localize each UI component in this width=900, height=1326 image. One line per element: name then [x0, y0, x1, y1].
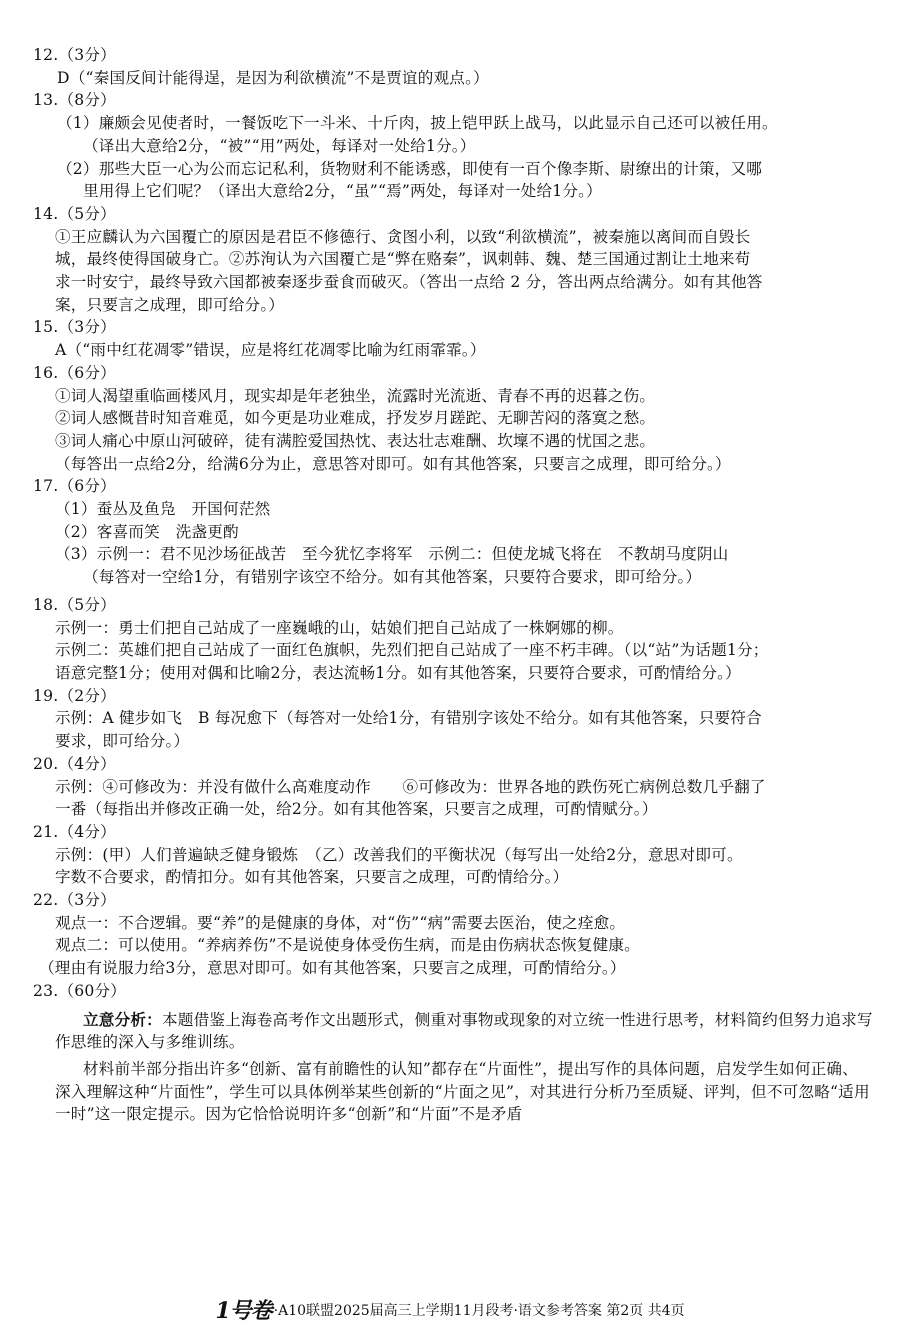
answer-line: （2）那些大臣一心为公而忘记私利，货物财利不能诱惑，即使有一百个像李斯、尉缭出的计策，又哪 [57, 159, 763, 178]
scoring-note: （理由有说服力给3分，意思对即可。如有其他答案，只要言之成理，可酌情给分。） [39, 959, 626, 978]
page-footer [0, 1294, 900, 1325]
question-heading: 19.（2分） [33, 686, 116, 705]
answer-line: （1）蚕丛及鱼凫 开国何茫然 [55, 500, 271, 519]
scoring-note: （每答对一空给1分，有错别字该空不给分。如有其他答案，只要符合要求，即可给分。） [83, 568, 702, 587]
question-heading: 20.（4分） [33, 754, 116, 773]
analysis-paragraph [33, 1009, 873, 1054]
question-heading: 12.（3分） [33, 46, 116, 64]
question-15 [33, 316, 873, 361]
analysis-text: 本题借鉴上海卷高考作文出题形式，侧重对事物或现象的对立统一性进行思考，材料简约但努力追求写作思维的深入与多维训练。 [55, 1010, 873, 1052]
answer-line: 观点二：可以使用。“养病养伤”不是说使身体受伤生病，而是由伤病状态恢复健康。 [55, 936, 640, 955]
question-13 [33, 89, 873, 203]
analysis-paragraph: 材料前半部分指出许多“创新、富有前瞻性的认知”都存在“片面性”，提出写作的具体问题，启发学生如何正确、深入理解这种“片面性”，学生可以具体例举某些创新的“片面之见”，对其进行分析乃至质疑、评判，但不可忽略“适用一时”这一限定提示。因为它恰恰说明许多“创新”和“片面”不是矛盾 [55, 1059, 870, 1124]
answer-line: ①词人渴望重临画楼风月，现实却是年老独坐，流露时光流逝、青春不再的迟暮之伤。 [55, 386, 656, 405]
answer-line: 观点一：不合逻辑。要“养”的是健康的身体，对“伤”“病”需要去医治，使之痊愈。 [55, 913, 626, 932]
question-heading: 23.（60分） [33, 981, 127, 1000]
scoring-note: （译出大意给2分，“被”“用”两处，每译对一处给1分。） [83, 136, 476, 155]
answer-line: 求一时安宁，最终导致六国都被秦逐步蚕食而破灭。（答出一点给 2 分，答出两点给满分。如有其他答 [55, 273, 763, 292]
brand-logo: 1号卷 [215, 1298, 272, 1324]
answer-line: 字数不合要求，酌情扣分。如有其他答案，只要言之成理，可酌情给分。） [55, 868, 569, 887]
question-23 [33, 980, 873, 1126]
answer-content [33, 44, 873, 1126]
answer-line: （2）客喜而笑 洗盏更酌 [55, 522, 239, 541]
question-heading: 13.（8分） [33, 91, 116, 110]
answer-line: 示例二：英雄们把自己站成了一面红色旗帜，先烈们把自己站成了一座不朽丰碑。（以“站”为话题1分； [55, 641, 769, 660]
answer-line: 示例：④可修改为：并没有做什么高难度动作 ⑥可修改为：世界各地的跌伤死亡病例总数几乎翻了 [55, 777, 766, 796]
question-20 [33, 753, 873, 821]
question-heading: 17.（6分） [33, 477, 116, 496]
question-heading: 16.（6分） [33, 363, 116, 382]
answer-line: （3）示例一：君不见沙场征战苦 至今犹忆李将军 示例二：但使龙城飞将在 不教胡马度阴山 [55, 545, 729, 564]
question-heading: 21.（4分） [33, 822, 116, 841]
question-16 [33, 362, 873, 476]
question-18 [33, 594, 873, 685]
scoring-note: （每答出一点给2分，给满6分为止，意思答对即可。如有其他答案，只要言之成理，即可给分。） [55, 454, 731, 473]
question-14 [33, 203, 873, 317]
question-heading: 15.（3分） [33, 318, 116, 337]
question-17 [33, 475, 873, 589]
answer-line: ①王应麟认为六国覆亡的原因是君臣不修德行、贪图小利，以致“利欲横流”，被秦施以离间而自毁长 [55, 227, 751, 246]
question-heading: 22.（3分） [33, 891, 116, 910]
question-19 [33, 685, 873, 753]
footer-text: ·A10联盟2025届高三上学期11月段考·语文参考答案 第2页 共4页 [273, 1303, 685, 1319]
answer-line: D（“秦国反间计能得逞，是因为利欲横流”不是贾谊的观点。） [57, 68, 489, 87]
question-21 [33, 821, 873, 889]
answer-line: 要求，即可给分。） [55, 732, 190, 751]
answer-line: A（“雨中红花凋零”错误，应是将红花凋零比喻为红雨霏霏。） [55, 341, 486, 360]
answer-line: 案，只要言之成理，即可给分。） [55, 295, 285, 314]
answer-line: 示例：A 健步如飞 B 每况愈下（每答对一处给1分，有错别字该处不给分。如有其他答案，只要符合 [55, 709, 762, 728]
answer-line: 一番（每指出并修改正确一处，给2分。如有其他答案，只要言之成理，可酌情赋分。） [55, 800, 658, 819]
answer-line: ③词人痛心中原山河破碎，徒有满腔爱国热忱、表达壮志难酬、坎壈不遇的忧国之悲。 [55, 431, 656, 450]
answer-line: （1）廉颇会见使者时，一餐饭吃下一斗米、十斤肉，披上铠甲跃上战马，以此显示自己还可以被任用。 [57, 114, 778, 133]
analysis-label: 立意分析： [83, 1009, 162, 1029]
answer-line: 示例：(甲）人们普遍缺乏健身锻炼 （乙）改善我们的平衡状况（每写出一处给2分，意思对即可。 [55, 845, 743, 864]
question-12 [33, 44, 873, 89]
answer-line: 里用得上它们呢？（译出大意给2分，“虽”“焉”两处，每译对一处给1分。） [83, 182, 602, 201]
answer-line: ②词人感慨昔时知音难觅，如今更是功业难成，抒发岁月蹉跎、无聊苦闷的落寞之愁。 [55, 409, 656, 428]
question-22 [33, 889, 873, 980]
question-heading: 14.（5分） [33, 204, 116, 223]
answer-line: 语意完整1分；使用对偶和比喻2分，表达流畅1分。如有其他答案，只要符合要求，可酌情给分。） [55, 663, 741, 682]
answer-line: 城，最终使得国破身亡。②苏洵认为六国覆亡是“弊在赂秦”，讽刺韩、魏、楚三国通过割让土地来苟 [55, 250, 751, 269]
answer-line: 示例一：勇士们把自己站成了一座巍峨的山，姑娘们把自己站成了一株婀娜的柳。 [55, 618, 624, 637]
question-heading: 18.（5分） [33, 595, 116, 614]
